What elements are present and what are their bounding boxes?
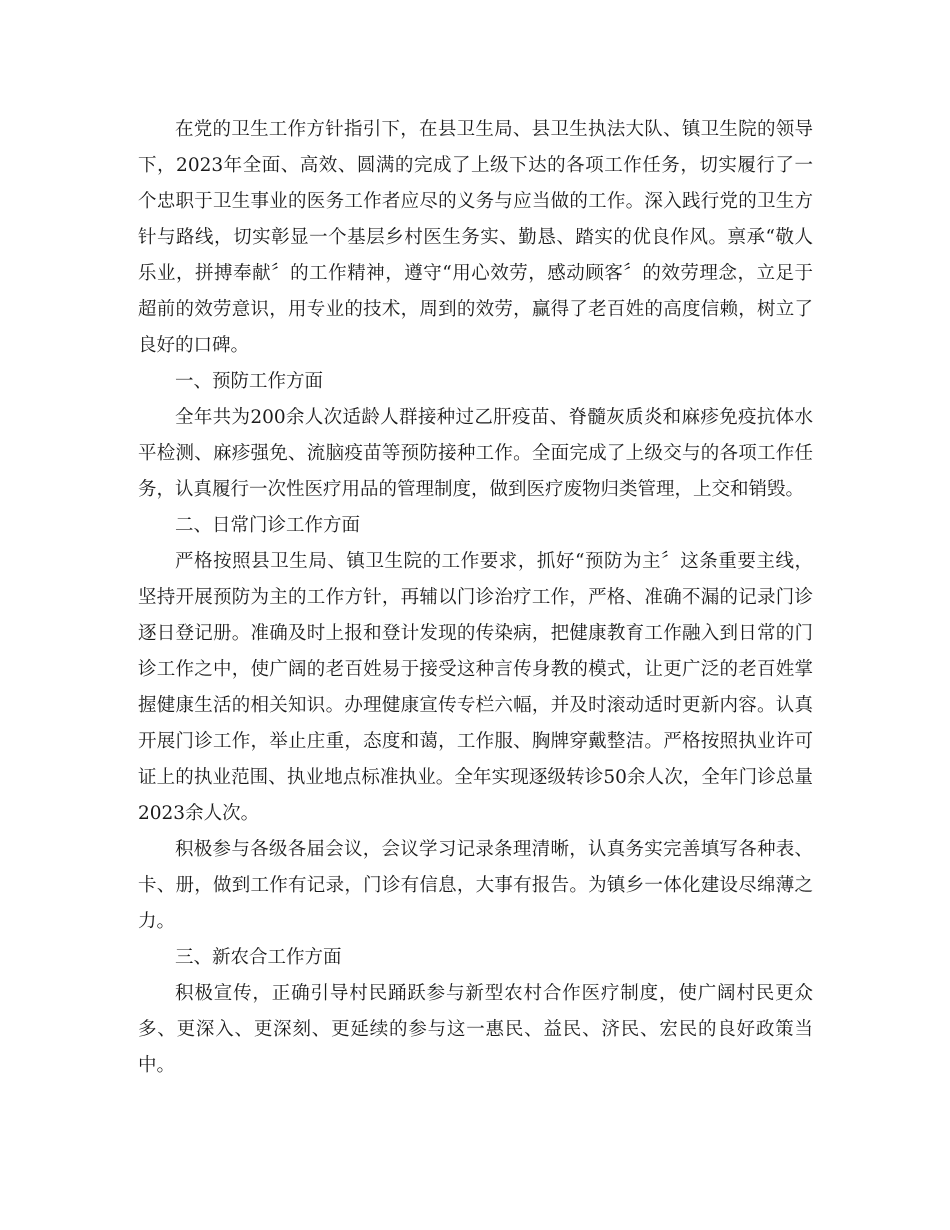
rural-cooperative-paragraph: 积极宣传，正确引导村民踊跃参与新型农村合作医疗制度，使广阔村民更众多、更深入、更深刻、更延续的参与这一惠民、益民、济民、宏民的良好政策当中。 — [138, 983, 813, 1076]
document-body — [138, 112, 813, 1084]
section-heading-prevention: 一、预防工作方面 — [175, 371, 324, 392]
intro-paragraph: 在党的卫生工作方针指引下，在县卫生局、县卫生执法大队、镇卫生院的领导下，2023年全面、高效、圆满的完成了上级下达的各项工作任务，切实履行了一个忠职于卫生事业的医务工作者应尽的义务与应当做的工作。深入践行党的卫生方针与路线，切实彰显一个基层乡村医生务实、勤恳、踏实的优良作风。禀承“敬人乐业，拼搏奉献〞的工作精神，遵守“用心效劳，感动顾客〞的效劳理念，立足于超前的效劳意识，用专业的技术，周到的效劳，赢得了老百姓的高度信赖，树立了良好的口碑。 — [138, 119, 813, 356]
section-heading-outpatient: 二、日常门诊工作方面 — [175, 515, 361, 536]
meetings-paragraph: 积极参与各级各届会议，会议学习记录条理清晰，认真务实完善填写各种表、卡、册，做到工作有记录，门诊有信息，大事有报告。为镇乡一体化建设尽绵薄之力。 — [138, 839, 813, 932]
prevention-paragraph: 全年共为200余人次适龄人群接种过乙肝疫苗、脊髓灰质炎和麻疹免疫抗体水平检测、麻疹强免、流脑疫苗等预防接种工作。全面完成了上级交与的各项工作任务，认真履行一次性医疗用品的管理制度，做到医疗废物归类管理，上交和销毁。 — [138, 407, 813, 500]
section-heading-rural-cooperative: 三、新农合工作方面 — [175, 947, 342, 968]
outpatient-paragraph: 严格按照县卫生局、镇卫生院的工作要求，抓好“预防为主〞这条重要主线，坚持开展预防为主的工作方针，再辅以门诊治疗工作，严格、准确不漏的记录门诊逐日登记册。准确及时上报和登计发现的传染病，把健康教育工作融入到日常的门诊工作之中，使广阔的老百姓易于接受这种言传身教的模式，让更广泛的老百姓掌握健康生活的相关知识。办理健康宣传专栏六幅，并及时滚动适时更新内容。认真开展门诊工作，举止庄重，态度和蔼，工作服、胸牌穿戴整洁。严格按照执业许可证上的执业范围、执业地点标准执业。全年实现逐级转诊50余人次，全年门诊总量2023余人次。 — [138, 551, 813, 824]
